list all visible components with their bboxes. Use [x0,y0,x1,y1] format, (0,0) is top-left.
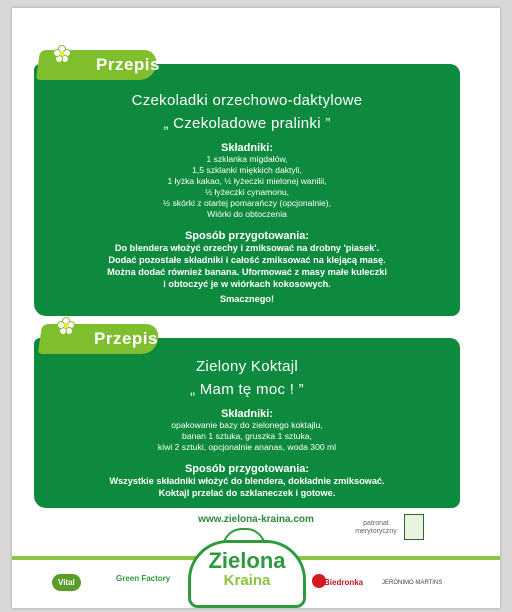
recipe-tab-label: Przepis [94,329,158,348]
ingredient-line: Wiórki do obtoczenia [207,209,287,219]
method-line: Do blendera włożyć orzechy i zmiksować na drobny 'piasek'. [114,243,380,253]
recipe-subtitle: „ Mam tę moc ! ” [190,381,304,398]
ingredient-line: 1 łyżka kakao, ½ łyżeczki mielonej wanilii, [167,176,327,186]
ingredients-heading: Składniki: [221,408,273,420]
recipe-title: Zielony Koktajl [195,358,299,375]
method-line: i obtoczyć je w wiórkach kokosowych. [163,279,331,289]
ingredient-line: banan 1 sztuka, gruszka 1 sztuka, [182,431,312,441]
ingredient-line: ½ skórki z otartej pomarańczy (opcjonalnie), [162,198,332,208]
recipe-title: Czekoladki orzechowo-daktylowe [131,92,363,109]
closing-text: Smacznego! [219,294,275,304]
ingredient-line: opakowanie bazy do zielonego koktajlu, [171,420,323,430]
method-heading: Sposób przygotowania: [184,463,310,475]
logo-top-text: Zielona [208,548,286,573]
ingredient-line: 1 szklanka migdałów, [206,154,288,164]
patronat-logo [404,514,424,540]
ingredient-line: ½ łyżeczki cynamonu, [204,187,290,197]
method-heading: Sposób przygotowania: [184,230,310,242]
ingredient-line: 1,5 szklanki miękkich daktyli, [192,165,302,175]
recipe-subtitle: „ Czekoladowe pralinki ” [163,115,331,132]
green-factory-logo: Green Factory [116,574,171,583]
jeronimo-martins-logo: JERÓNIMO MARTINS [382,580,443,586]
method-line: Można dodać również banana. Uformować z masy małe kuleczki [107,267,387,277]
method-line: Wszystkie składniki włożyć do blendera, dokładnie zmiksować. [109,476,385,486]
method-line: Dodać pozostałe składniki i całość zmiksować na klejącą masę. [108,255,386,265]
recipe-card-1 [34,64,460,316]
method-line: Koktajl przelać do szklaneczek i gotowe. [158,488,336,498]
flower-icon [56,316,76,336]
logo-bottom-text: Kraina [223,572,271,589]
website-link[interactable]: www.zielona-kraina.com [198,514,314,525]
patronat-line: merytoryczny [355,528,397,535]
zielona-kraina-logo [188,540,306,608]
ingredients-heading: Składniki: [221,142,273,154]
patronat-label [350,520,402,536]
recipe-card-2 [34,338,460,508]
recipe-sheet [12,8,500,608]
flower-icon [52,44,72,64]
recipe-tab-label: Przepis [96,55,160,74]
ingredient-line: kiwi 2 sztuki, opcjonalnie ananas, woda 300 ml [157,442,337,452]
vital-logo: Vital [52,574,81,591]
patronat-line: patronat [363,520,389,527]
biedronka-logo: Biedronka [324,578,364,587]
